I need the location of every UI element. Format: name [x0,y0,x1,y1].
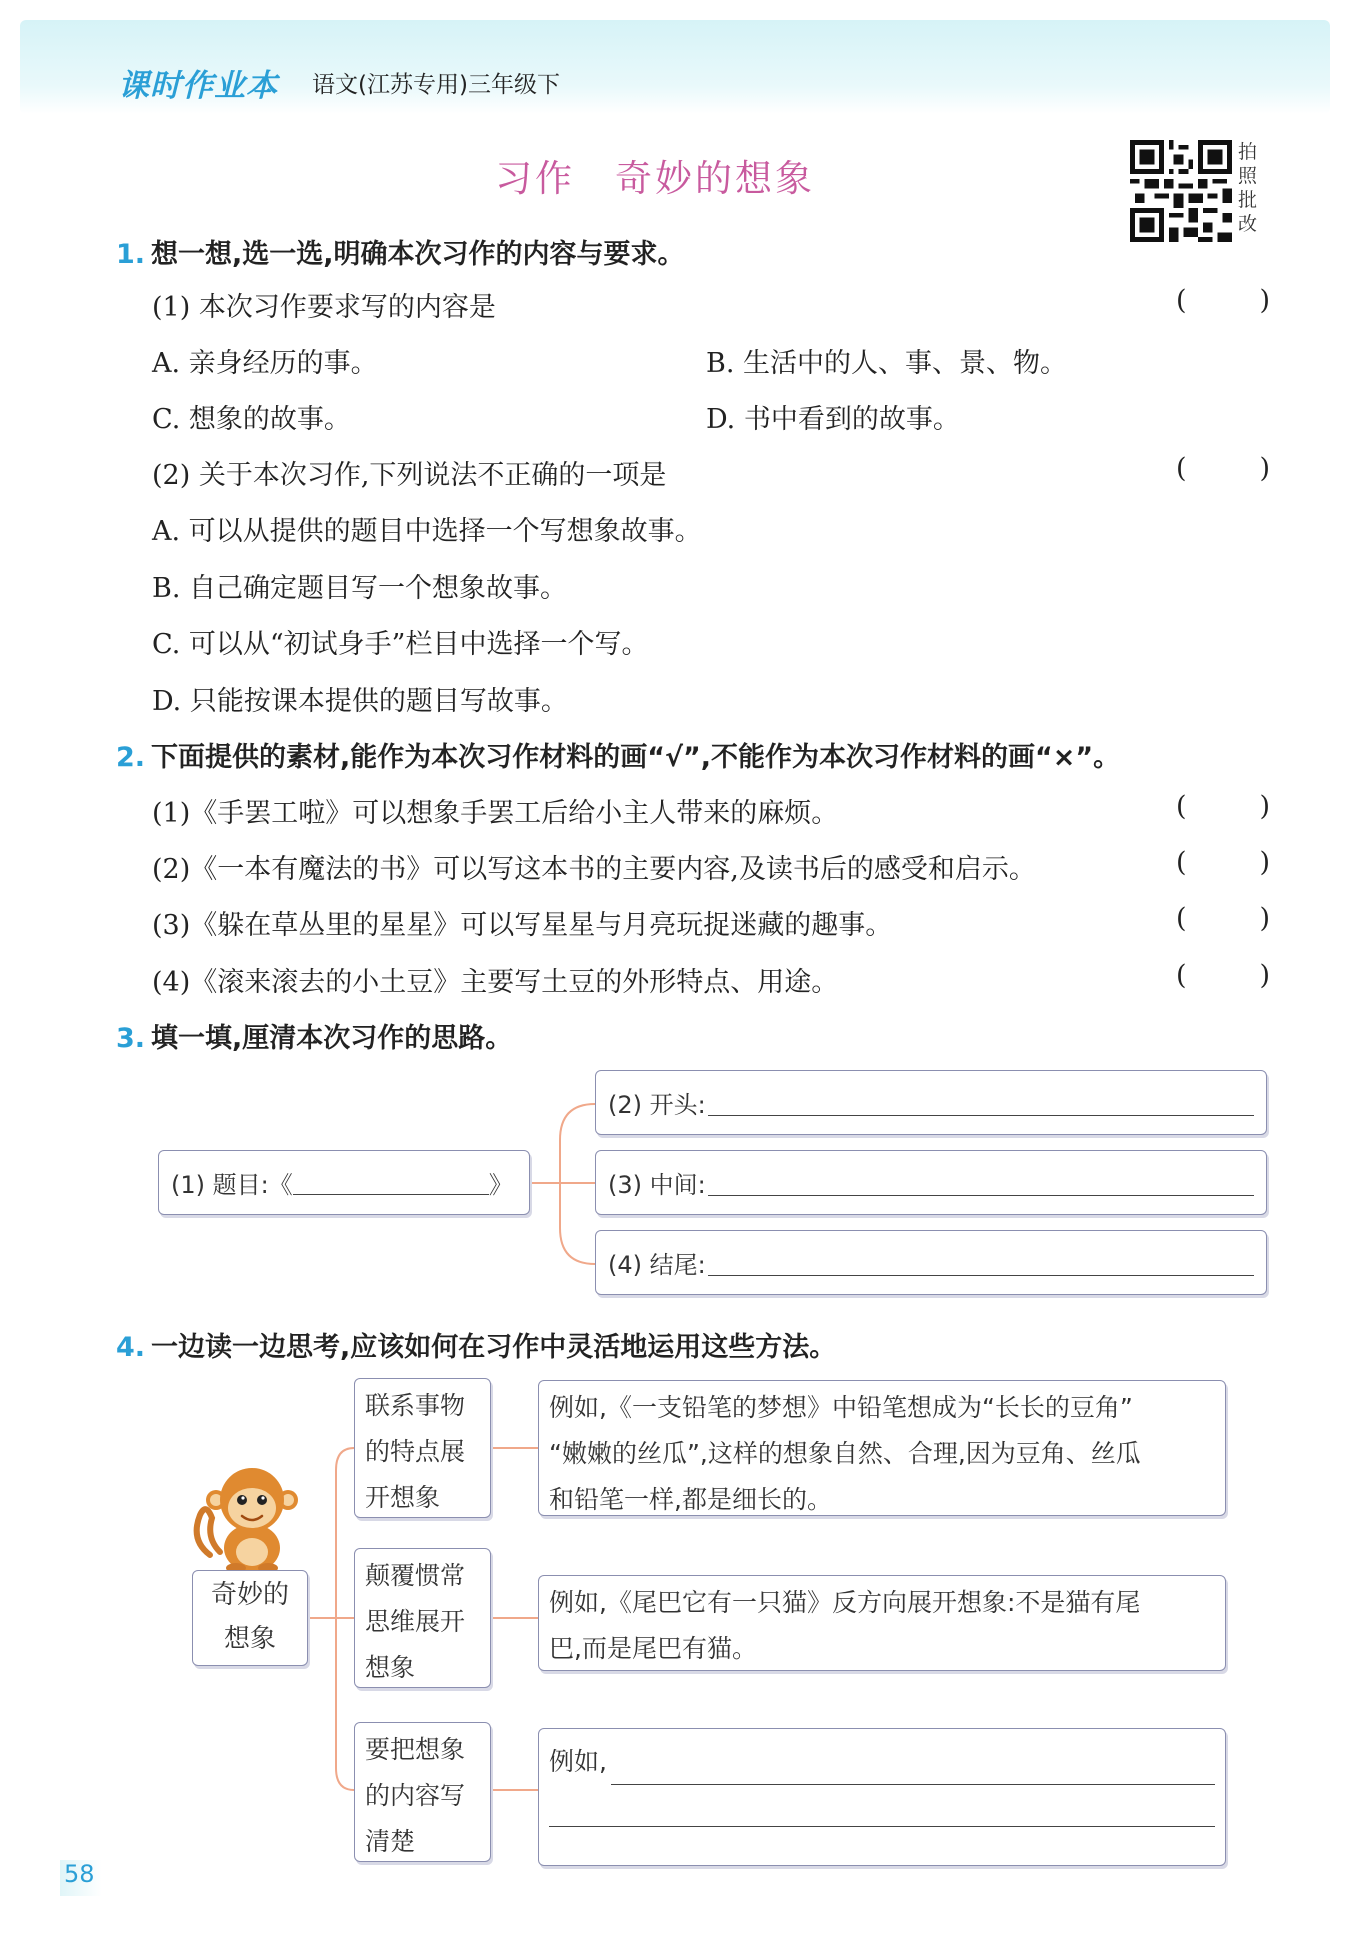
subject-label: 语文(江苏专用)三年级下 [312,72,560,98]
ending-box[interactable]: (4) 结尾: [595,1230,1267,1295]
page-title: 习作 奇妙的想象 [495,157,815,200]
example-box-2: 例如,《尾巴它有一只猫》反方向展开想象:不是猫有尾 巴,而是尾巴有猫。 [538,1575,1226,1671]
q2-item: (1)《手罢工啦》可以想象手罢工后给小主人带来的麻烦。 [152,798,839,829]
q3-heading: 3. 填一填,厘清本次习作的思路。 [116,1023,513,1054]
example-box-3[interactable]: 例如, [538,1728,1226,1866]
method-box-3: 要把想象 的内容写 清楚 [354,1722,491,1862]
example-box-1: 例如,《一支铅笔的梦想》中铅笔想成为“长长的豆角” “嫩嫩的丝瓜”,这样的想象自然、合理,因为豆角、丝瓜 和铅笔一样,都是细长的。 [538,1380,1226,1516]
q1-sub2-option-a: A. 可以从提供的题目中选择一个写想象故事。 [152,516,702,547]
q1-sub1-option-b: B. 生活中的人、事、景、物。 [706,348,1068,379]
q1-sub1-option-c: C. 想象的故事。 [152,404,351,435]
q1-heading: 1. 想一想,选一选,明确本次习作的内容与要求。 [116,239,685,270]
q2-item: (2)《一本有魔法的书》可以写这本书的主要内容,及读书后的感受和启示。 [152,854,1036,885]
page-number: 58 [60,1860,102,1896]
q1-sub2-option-d: D. 只能按课本提供的题目写故事。 [152,686,568,717]
q1-sub2-stem: (2) 关于本次习作,下列说法不正确的一项是 [152,460,667,491]
monkey-icon [190,1460,305,1575]
q4-heading: 4. 一边读一边思考,应该如何在习作中灵活地运用这些方法。 [116,1332,837,1363]
topic-blank [293,1171,489,1195]
answer-paren[interactable]: ( ) [1176,285,1270,316]
q1-sub1-option-a: A. 亲身经历的事。 [152,348,378,379]
middle-box[interactable]: (3) 中间: [595,1150,1267,1215]
q1-sub2-option-b: B. 自己确定题目写一个想象故事。 [152,573,568,604]
answer-paren[interactable]: ( ) [1176,847,1270,878]
answer-paren[interactable]: ( ) [1176,791,1270,822]
qr-code-icon[interactable] [1130,140,1232,242]
q1-sub1-stem: (1) 本次习作要求写的内容是 [152,292,496,323]
method-box-1: 联系事物 的特点展 开想象 [354,1378,491,1518]
center-topic-box: 奇妙的 想象 [192,1570,308,1666]
example-blank [549,1793,1215,1827]
opening-box[interactable]: (2) 开头: [595,1070,1267,1135]
answer-paren[interactable]: ( ) [1176,453,1270,484]
q2-item: (4)《滚来滚去的小土豆》主要写土豆的外形特点、用途。 [152,967,839,998]
qr-label: 拍 照 批 改 [1238,141,1258,235]
example-blank [611,1751,1215,1785]
topic-box[interactable]: (1) 题目:《 》 [158,1150,530,1215]
brand-title: 课时作业本 [118,68,278,104]
method-box-2: 颠覆惯常 思维展开 想象 [354,1548,491,1688]
q1-sub2-option-c: C. 可以从“初试身手”栏目中选择一个写。 [152,629,649,660]
q1-sub1-option-d: D. 书中看到的故事。 [706,404,960,435]
q2-item: (3)《躲在草丛里的星星》可以写星星与月亮玩捉迷藏的趣事。 [152,910,893,941]
answer-paren[interactable]: ( ) [1176,903,1270,934]
answer-paren[interactable]: ( ) [1176,960,1270,991]
q2-heading: 2. 下面提供的素材,能作为本次习作材料的画“√”,不能作为本次习作材料的画“×”。 [116,742,1121,773]
